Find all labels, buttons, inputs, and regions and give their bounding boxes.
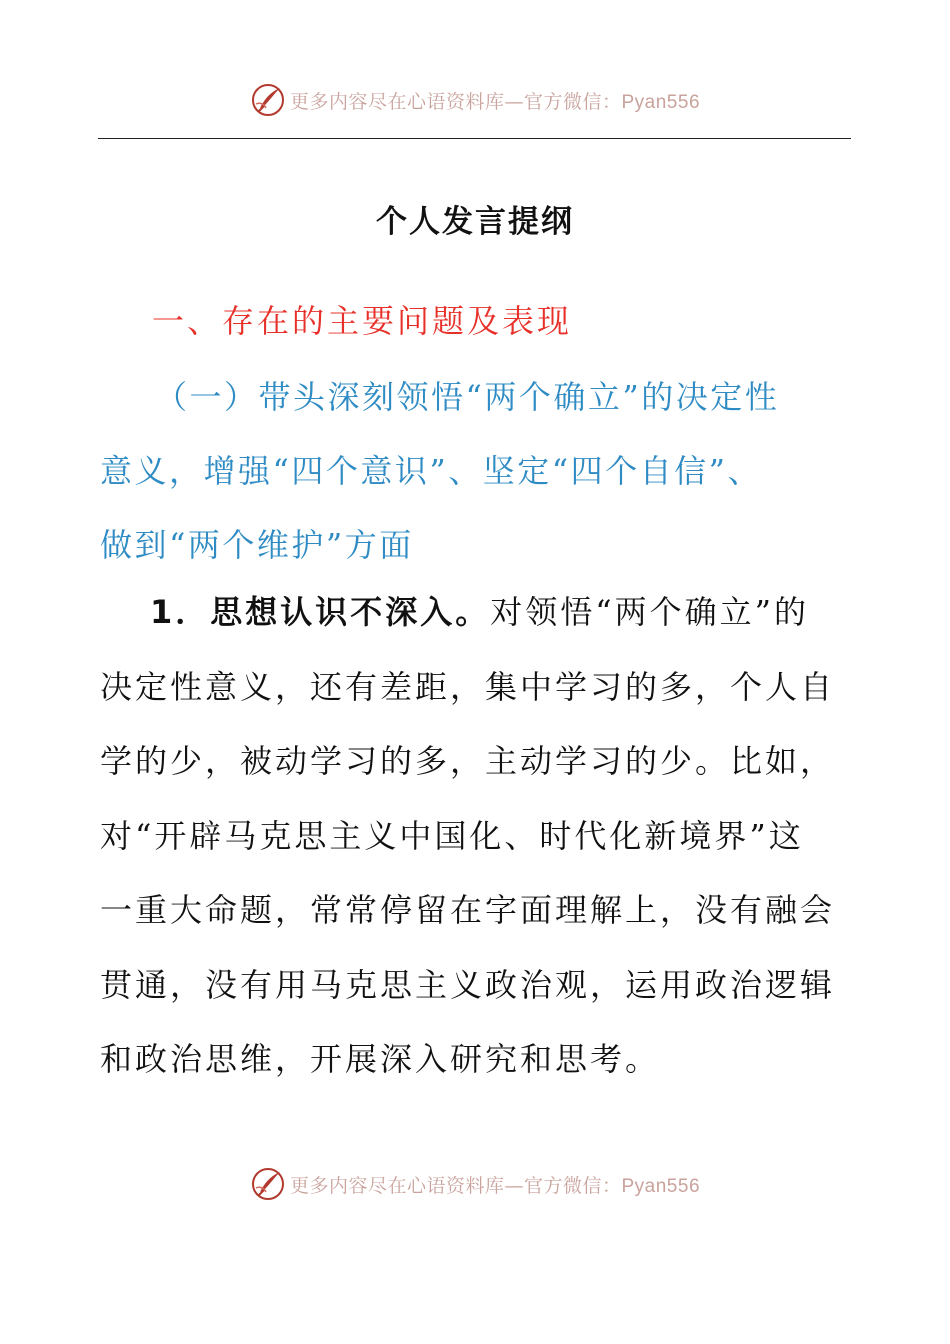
footer-banner <box>0 1162 950 1206</box>
paragraph-line: 和政治思维，开展深入研究和思考。 <box>100 1040 661 1078</box>
subsection-heading-line: （一）带头深刻领悟“两个确立”的决定性 <box>155 378 780 416</box>
subsection-heading-line: 做到“两个维护”方面 <box>100 526 414 564</box>
paragraph-line: 决定性意义，还有差距，集中学习的多，个人自 <box>100 667 836 706</box>
subsection-heading-line: 意义，增强“四个意识”、坚定“四个自信”、 <box>100 452 762 490</box>
section-heading: 一、存在的主要问题及表现 <box>152 302 573 340</box>
paragraph-line: 对“开辟马克思主义中国化、时代化新境界”这 <box>100 816 804 855</box>
banner-text-cn: 更多内容尽在心语资料库—官方微信： <box>289 1174 622 1197</box>
banner-text-cn: 更多内容尽在心语资料库—官方微信： <box>289 90 622 113</box>
feather-pen-logo-icon <box>250 82 286 118</box>
banner-wechat-id: Pyan556 <box>621 91 701 113</box>
paragraph-line: 一重大命题，常常停留在字面理解上，没有融会 <box>100 891 836 929</box>
item-label: 1．思想认识不深入。 <box>150 593 491 631</box>
feather-pen-logo-icon <box>250 1166 286 1202</box>
banner-text <box>290 1171 700 1198</box>
header-divider <box>98 138 851 139</box>
item-first-line-text: 对领悟“两个确立”的 <box>490 593 810 631</box>
header-banner <box>0 78 950 122</box>
page-title: 个人发言提纲 <box>376 204 574 240</box>
paragraph-line: 学的少，被动学习的多，主动学习的少。比如， <box>100 742 836 780</box>
banner-text <box>290 87 700 114</box>
subsection-heading <box>100 360 852 582</box>
banner-wechat-id: Pyan556 <box>621 1175 701 1197</box>
paragraph-line: 贯通，没有用马克思主义政治观，运用政治逻辑 <box>100 965 836 1004</box>
paragraph-line <box>100 575 852 650</box>
body-paragraph <box>100 575 852 1097</box>
